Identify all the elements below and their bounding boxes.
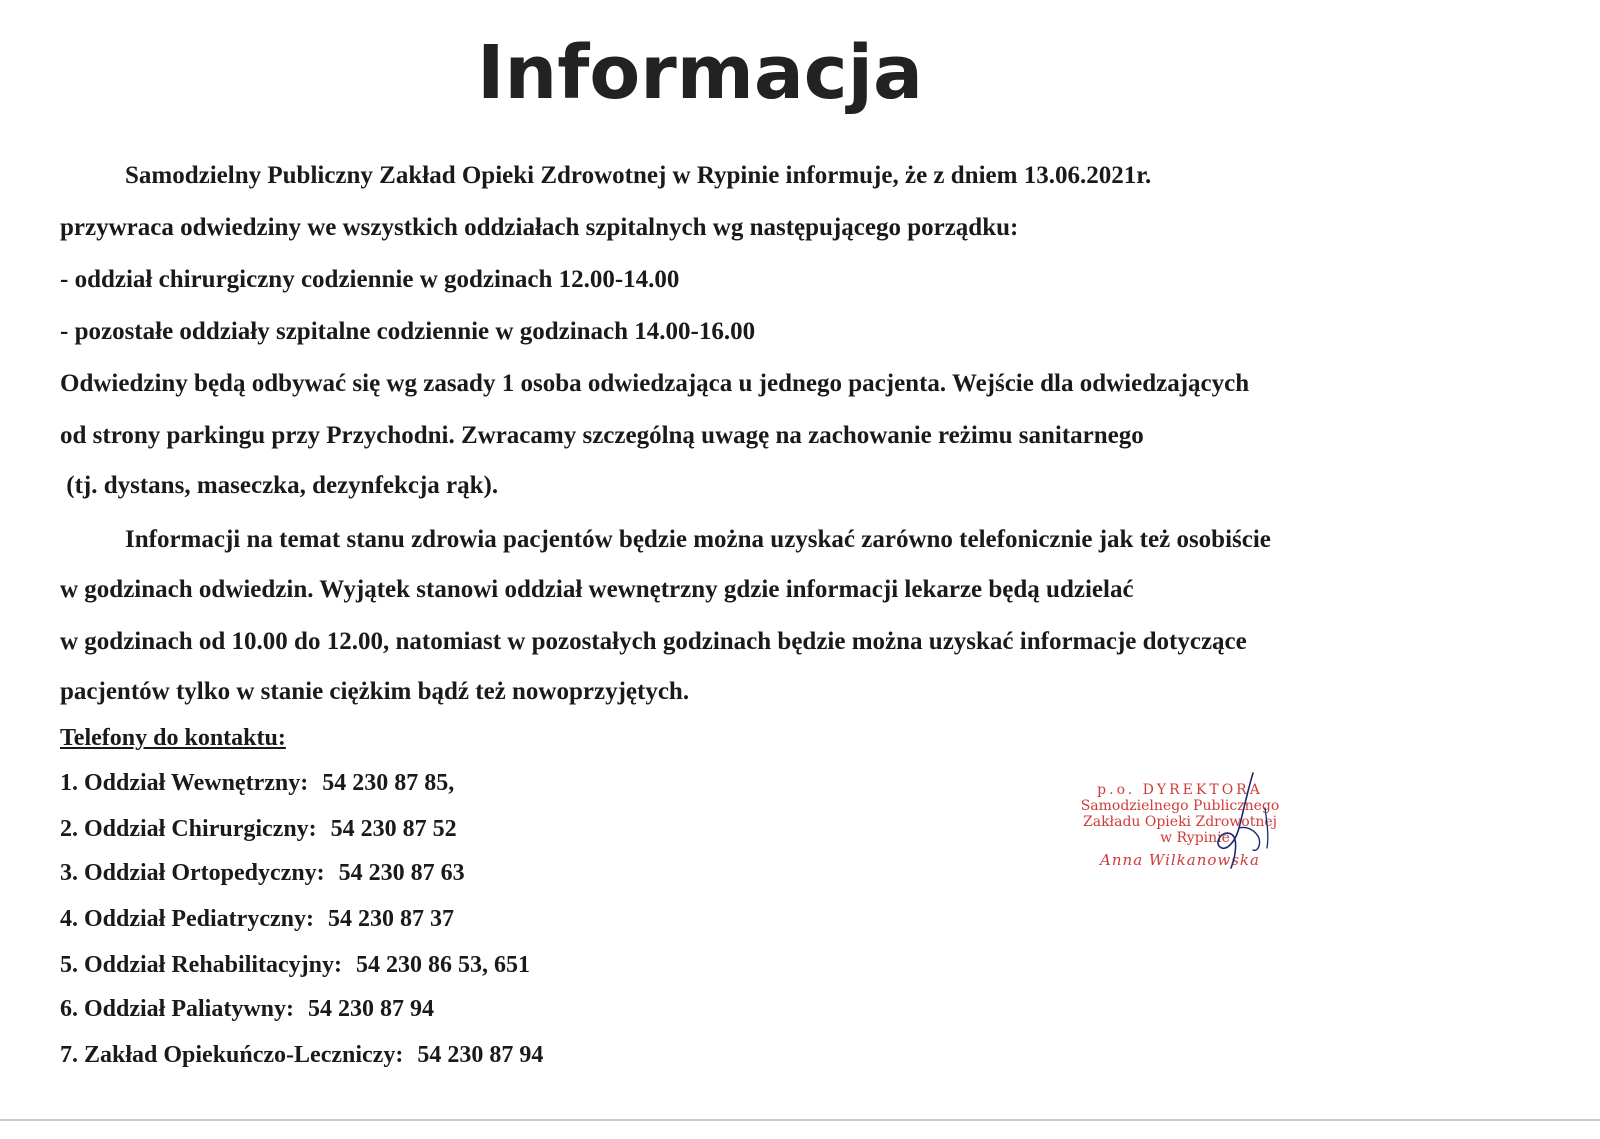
contact-phone: 54 230 87 63 xyxy=(338,860,465,886)
contact-label: 1. Oddział Wewnętrzny: xyxy=(60,770,309,796)
paragraph-1-line-2: przywraca odwiedziny we wszystkich oddziałach szpitalnych wg następującego porządku: xyxy=(60,214,1019,241)
contact-item xyxy=(60,950,530,980)
paragraph-1-line-5: Odwiedziny będą odbywać się wg zasady 1 osoba odwiedzająca u jednego pacjenta. Wejście dla odwiedzających xyxy=(60,370,1250,397)
contact-phone: 54 230 87 85, xyxy=(322,770,455,796)
page-bottom-rule xyxy=(0,1119,1600,1121)
stamp-line-city: w Rypinie xyxy=(1160,830,1230,846)
paragraph-1-line-1: Samodzielny Publiczny Zakład Opieki Zdrowotnej w Rypinie informuje, że z dniem 13.06.2021r. xyxy=(125,162,1152,189)
stamp-line-institution-2: Zakładu Opieki Zdrowotnej xyxy=(1083,814,1277,830)
contact-phone: 54 230 86 53, 651 xyxy=(356,952,531,978)
contact-item xyxy=(60,814,457,844)
contact-item xyxy=(60,994,434,1024)
contact-item xyxy=(60,1040,543,1070)
contact-label: 5. Oddział Rehabilitacyjny: xyxy=(60,952,343,978)
contact-item xyxy=(60,858,465,888)
contact-label: 2. Oddział Chirurgiczny: xyxy=(60,816,317,842)
paragraph-1-line-7: (tj. dystans, maseczka, dezynfekcja rąk). xyxy=(60,472,499,499)
paragraph-1-line-4: - pozostałe oddziały szpitalne codziennie w godzinach 14.00-16.00 xyxy=(60,318,756,345)
handwritten-signature xyxy=(1195,768,1285,878)
contact-item xyxy=(60,904,454,934)
paragraph-2-line-3: w godzinach od 10.00 do 12.00, natomiast w pozostałych godzinach będzie można uzyskać informacje dotyczące xyxy=(60,628,1247,655)
paragraph-1-line-3: - oddział chirurgiczny codziennie w godzinach 12.00-14.00 xyxy=(60,266,680,293)
document-title: Informacja xyxy=(477,30,923,116)
contact-phone: 54 230 87 94 xyxy=(417,1042,544,1068)
contact-label: 3. Oddział Ortopedyczny: xyxy=(60,860,325,886)
paragraph-1-line-6: od strony parkingu przy Przychodni. Zwracamy szczególną uwagę na zachowanie reżimu sanitarnego xyxy=(60,422,1144,449)
contact-phone: 54 230 87 94 xyxy=(308,996,435,1022)
stamp-line-institution-1: Samodzielnego Publicznego xyxy=(1080,798,1280,814)
contacts-heading: Telefony do kontaktu: xyxy=(60,725,286,751)
contact-label: 4. Oddział Pediatryczny: xyxy=(60,906,314,932)
contact-phone: 54 230 87 52 xyxy=(330,816,457,842)
paragraph-2-line-4: pacjentów tylko w stanie ciężkim bądź też nowoprzyjętych. xyxy=(60,678,690,705)
contact-label: 7. Zakład Opiekuńczo-Leczniczy: xyxy=(60,1042,404,1068)
contact-item xyxy=(60,768,454,798)
contact-label: 6. Oddział Paliatywny: xyxy=(60,996,295,1022)
paragraph-2-line-1: Informacji na temat stanu zdrowia pacjentów będzie można uzyskać zarówno telefonicznie jak też osobiście xyxy=(125,526,1271,553)
stamp-line-name: Anna Wilkanowska xyxy=(1100,851,1260,869)
paragraph-2-line-2: w godzinach odwiedzin. Wyjątek stanowi oddział wewnętrzny gdzie informacji lekarze będą udzielać xyxy=(60,576,1134,603)
stamp-line-title: p.o. DYREKTORA xyxy=(1097,782,1263,798)
contact-phone: 54 230 87 37 xyxy=(327,906,454,932)
